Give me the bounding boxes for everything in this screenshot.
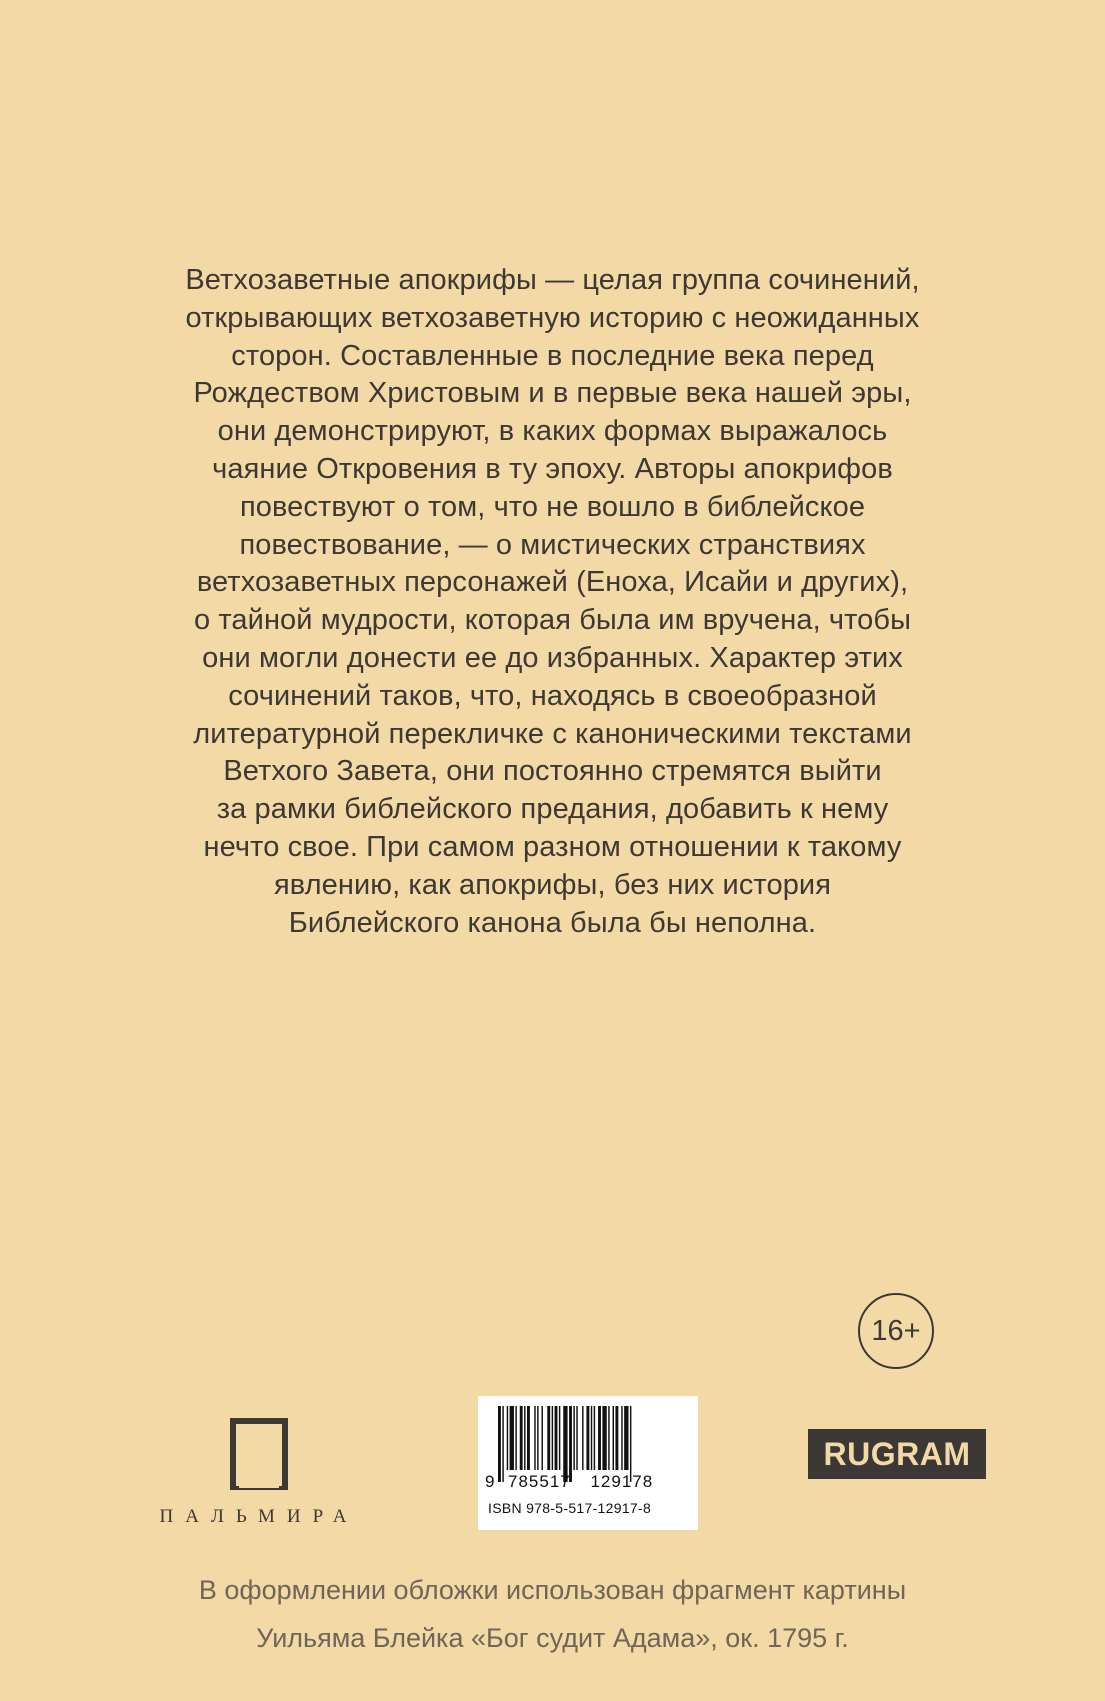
annotation-line: они могли донести ее до избранных. Характер этих [202, 641, 903, 674]
barcode-bar [537, 1406, 538, 1470]
publisher-logo [145, 1418, 395, 1528]
annotation-line: чаяние Откровения в ту эпоху. Авторы апокрифов [212, 452, 893, 485]
barcode-bar [586, 1406, 589, 1470]
barcode-image [498, 1406, 682, 1482]
age-rating-badge: 16+ [858, 1293, 934, 1369]
barcode-bar [613, 1406, 614, 1470]
annotation-line: повествование, — о мистических странствиях [239, 528, 866, 561]
rugram-logo: RUGRAM [808, 1429, 986, 1479]
barcode-bar [527, 1406, 530, 1470]
barcode-bar [498, 1406, 501, 1482]
annotation-line: открывающих ветхозаветную историю с неожиданных [185, 301, 920, 334]
barcode-bar [573, 1406, 574, 1470]
barcode-bar [507, 1406, 508, 1470]
barcode-bar [630, 1406, 631, 1482]
barcode-bar [608, 1406, 609, 1470]
barcode-digits: 785517 129178 [508, 1472, 654, 1491]
annotation-line: повествуют о том, что не вошло в библейское [239, 490, 866, 523]
annotation-line: Ветхозаветные апокрифы — целая группа сочинений, [185, 264, 920, 296]
annotation-line: Рождеством Христовым и в первые века нашей эры, [193, 377, 912, 410]
barcode-label [478, 1396, 698, 1530]
barcode-bar [547, 1406, 550, 1470]
barcode-bar [569, 1406, 572, 1482]
barcode-bar [559, 1406, 560, 1470]
annotation-line: явлению, как апокрифы, без них история [273, 868, 832, 901]
barcode-bar [602, 1406, 606, 1470]
barcode-first-digit: 9 [485, 1472, 495, 1491]
barcode-bar [591, 1406, 592, 1470]
barcode-bar [615, 1406, 618, 1470]
barcode-bar [534, 1406, 535, 1470]
barcode-bar [582, 1406, 583, 1470]
cover-credits [110, 1566, 995, 1662]
annotation-line: сочинений таков, что, находясь в своеобразной [228, 679, 877, 712]
annotation-line: о тайной мудрости, которая была им вручена, чтобы [193, 604, 912, 637]
annotation-line: Библейского канона была бы неполна. [288, 906, 817, 939]
pi-arch-icon [230, 1418, 288, 1490]
credits-line: В оформлении обложки использован фрагмент картины [198, 1575, 907, 1605]
barcode-bar [552, 1406, 553, 1470]
barcode-bar [542, 1406, 543, 1470]
barcode-bar [598, 1406, 601, 1470]
barcode-bar [524, 1406, 525, 1470]
annotation-line: Ветхого Завета, они постоянно стремятся выйти [223, 755, 882, 788]
barcode-bar [555, 1406, 558, 1470]
annotation-line: литературной перекличке с каноническими текстами [193, 717, 912, 750]
barcode-bar [563, 1406, 567, 1482]
barcode-bar [594, 1406, 595, 1470]
annotation-line: ветхозаветных персонажей (Еноха, Исайи и других), [196, 566, 909, 599]
annotation-line: сторон. Составленные в последние века перед [231, 339, 874, 372]
barcode-bar [621, 1406, 622, 1470]
barcode-bar [515, 1406, 516, 1470]
publisher-name: ПАЛЬМИРА [159, 1506, 359, 1527]
barcode-bar [502, 1406, 503, 1482]
annotation-text [110, 262, 995, 942]
credits-line: Уильяма Блейка «Бог судит Адама», ок. 1795 г. [256, 1623, 849, 1653]
barcode-bar [576, 1406, 577, 1470]
barcode-bar [510, 1406, 514, 1470]
barcode-bar [520, 1406, 523, 1470]
annotation-line: нечто свое. При самом разном отношении к такому [203, 830, 902, 863]
isbn-number: ISBN 978-5-517-12917-8 [488, 1500, 652, 1516]
barcode-bar [624, 1406, 628, 1470]
annotation-line: они демонстрируют, в каких формах выражалось [217, 415, 888, 448]
annotation-line: за рамки библейского предания, добавить к нему [216, 793, 889, 826]
